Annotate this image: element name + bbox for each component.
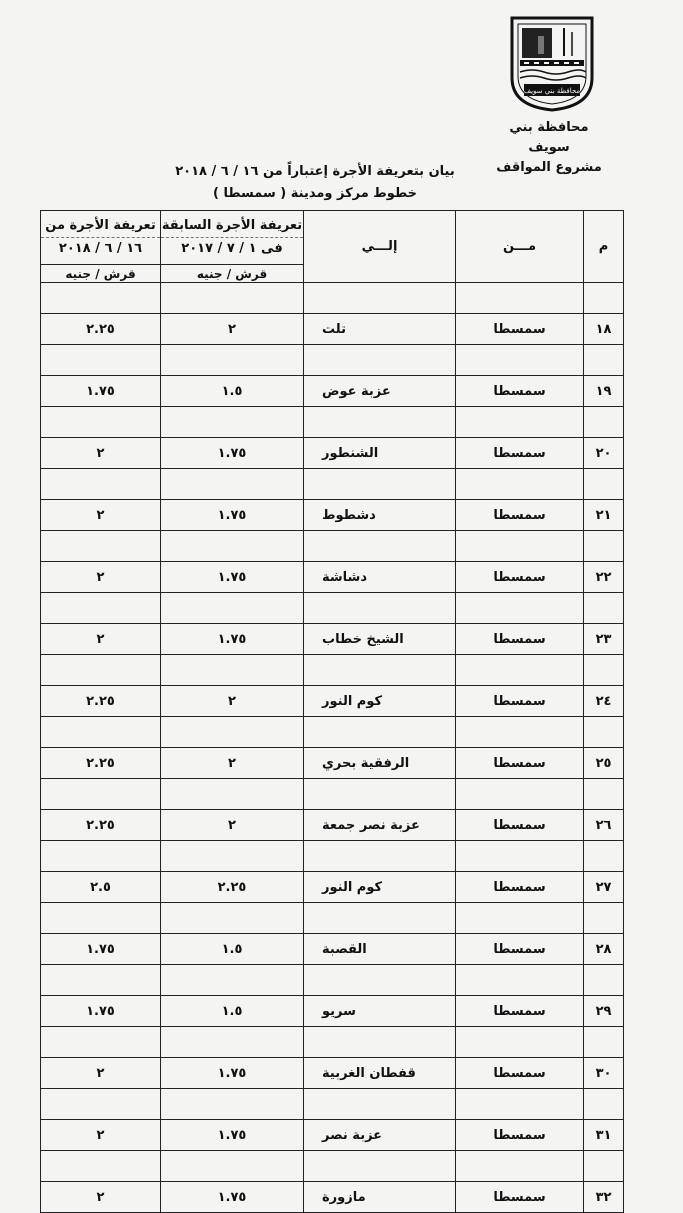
row-current-fare: ٢ [41,1120,161,1151]
row-to: سريو [304,996,456,1027]
table-row [41,996,624,1027]
spacer-cell [456,345,584,376]
row-current-fare: ٢.٥ [41,872,161,903]
spacer-cell [304,469,456,500]
row-previous-fare: ١.٥ [161,996,304,1027]
spacer-cell [304,779,456,810]
row-spacer [41,717,624,748]
row-spacer [41,1027,624,1058]
spacer-cell [41,593,161,624]
spacer-cell [41,655,161,686]
spacer-cell [41,283,161,314]
spacer-cell [456,717,584,748]
row-spacer [41,593,624,624]
row-spacer [41,1151,624,1182]
row-number: ٣٠ [584,1058,624,1089]
row-current-fare: ٢.٢٥ [41,810,161,841]
row-current-fare: ٢ [41,1182,161,1213]
row-number: ٢١ [584,500,624,531]
row-to: الشيخ خطاب [304,624,456,655]
row-number: ٣١ [584,1120,624,1151]
row-to: الشنطور [304,438,456,469]
row-previous-fare: ١.٧٥ [161,500,304,531]
spacer-cell [456,407,584,438]
current-fare-title: تعريفة الأجرة من [45,218,156,233]
spacer-cell [456,531,584,562]
spacer-cell [304,965,456,996]
row-current-fare: ١.٧٥ [41,376,161,407]
spacer-cell [304,841,456,872]
spacer-cell [161,1027,304,1058]
spacer-cell [456,655,584,686]
row-from: سمسطا [456,376,584,407]
row-to: القصبة [304,934,456,965]
row-to: عزبة نصر جمعة [304,810,456,841]
spacer-cell [456,1089,584,1120]
row-from: سمسطا [456,624,584,655]
table-row [41,1182,624,1213]
row-number: ٢٦ [584,810,624,841]
row-current-fare: ١.٧٥ [41,934,161,965]
spacer-cell [161,283,304,314]
row-current-fare: ١.٧٥ [41,996,161,1027]
row-current-fare: ٢ [41,438,161,469]
spacer-cell [456,841,584,872]
row-previous-fare: ١.٧٥ [161,562,304,593]
row-number: ١٩ [584,376,624,407]
table-row [41,686,624,717]
previous-fare-date: فى ١ / ٧ / ٢٠١٧ [161,237,303,260]
spacer-cell [41,1151,161,1182]
column-header-to: إلـــي [304,211,456,283]
spacer-cell [41,1027,161,1058]
row-spacer [41,655,624,686]
table-row [41,500,624,531]
row-spacer [41,1089,624,1120]
spacer-cell [304,1089,456,1120]
spacer-cell [161,345,304,376]
row-previous-fare: ٢.٢٥ [161,872,304,903]
row-spacer [41,779,624,810]
table-row [41,376,624,407]
spacer-cell [161,841,304,872]
spacer-cell [41,345,161,376]
spacer-cell [584,531,624,562]
row-previous-fare: ١.٥ [161,934,304,965]
spacer-cell [304,531,456,562]
previous-fare-title: تعريفة الأجرة السابقة [161,218,303,233]
row-spacer [41,531,624,562]
row-from: سمسطا [456,562,584,593]
column-header-current-fare [41,211,161,265]
row-to: الرفقية بحري [304,748,456,779]
row-previous-fare: ١.٧٥ [161,1182,304,1213]
spacer-cell [41,717,161,748]
row-from: سمسطا [456,748,584,779]
column-header-previous-fare [161,211,304,265]
column-header-number: م [584,211,624,283]
table-row [41,562,624,593]
spacer-cell [456,283,584,314]
column-header-from: مـــن [456,211,584,283]
row-current-fare: ٢.٢٥ [41,314,161,345]
spacer-cell [161,1151,304,1182]
document-title: بيان بتعريفة الأجرة إعتباراً من ١٦ / ٦ / ٢٠١٨ [175,164,455,179]
spacer-cell [456,1027,584,1058]
spacer-cell [584,283,624,314]
spacer-cell [161,531,304,562]
row-number: ٢٨ [584,934,624,965]
spacer-cell [304,655,456,686]
table-row [41,438,624,469]
spacer-cell [161,779,304,810]
table-row [41,1058,624,1089]
spacer-cell [161,655,304,686]
row-from: سمسطا [456,872,584,903]
spacer-cell [161,407,304,438]
spacer-cell [584,469,624,500]
row-to: دشاشة [304,562,456,593]
row-to: قفطان الغربية [304,1058,456,1089]
table-row [41,1120,624,1151]
spacer-cell [584,841,624,872]
table-row [41,748,624,779]
row-to: عزبة نصر [304,1120,456,1151]
spacer-cell [456,1151,584,1182]
spacer-cell [161,1089,304,1120]
row-current-fare: ٢ [41,624,161,655]
row-spacer [41,283,624,314]
row-previous-fare: ١.٥ [161,376,304,407]
row-number: ٢٤ [584,686,624,717]
document-subtitle: خطوط مركز ومدينة ( سمسطا ) [213,186,417,201]
spacer-cell [304,283,456,314]
row-previous-fare: ٢ [161,686,304,717]
row-spacer [41,407,624,438]
row-from: سمسطا [456,314,584,345]
table-row [41,810,624,841]
row-current-fare: ٢.٢٥ [41,748,161,779]
current-fare-date: ١٦ / ٦ / ٢٠١٨ [41,237,160,260]
row-number: ٣٢ [584,1182,624,1213]
row-from: سمسطا [456,1058,584,1089]
row-to: كوم النور [304,686,456,717]
spacer-cell [584,717,624,748]
row-current-fare: ٢ [41,500,161,531]
spacer-cell [584,593,624,624]
row-number: ٢٣ [584,624,624,655]
row-previous-fare: ٢ [161,748,304,779]
spacer-cell [584,1027,624,1058]
spacer-cell [456,593,584,624]
spacer-cell [584,965,624,996]
spacer-cell [584,779,624,810]
row-spacer [41,841,624,872]
table-row [41,314,624,345]
row-number: ١٨ [584,314,624,345]
spacer-cell [161,965,304,996]
spacer-cell [456,779,584,810]
spacer-cell [161,593,304,624]
spacer-cell [161,717,304,748]
governorate-name: محافظة بني سويف [509,120,589,155]
spacer-cell [584,903,624,934]
row-number: ٢٠ [584,438,624,469]
spacer-cell [584,655,624,686]
row-from: سمسطا [456,996,584,1027]
spacer-cell [584,1151,624,1182]
spacer-cell [41,841,161,872]
row-from: سمسطا [456,810,584,841]
spacer-cell [41,531,161,562]
spacer-cell [304,407,456,438]
row-current-fare: ٢ [41,562,161,593]
spacer-cell [584,345,624,376]
spacer-cell [41,779,161,810]
row-previous-fare: ١.٧٥ [161,438,304,469]
table-row [41,872,624,903]
row-to: عزبة عوض [304,376,456,407]
row-number: ٢٢ [584,562,624,593]
fare-table [40,210,624,1213]
spacer-cell [161,469,304,500]
row-from: سمسطا [456,934,584,965]
spacer-cell [304,593,456,624]
row-from: سمسطا [456,686,584,717]
row-number: ٢٥ [584,748,624,779]
spacer-cell [584,407,624,438]
row-current-fare: ٢ [41,1058,161,1089]
table-row [41,934,624,965]
spacer-cell [161,903,304,934]
row-spacer [41,965,624,996]
row-to: مازورة [304,1182,456,1213]
row-previous-fare: ١.٧٥ [161,624,304,655]
spacer-cell [41,407,161,438]
row-from: سمسطا [456,500,584,531]
spacer-cell [304,1027,456,1058]
row-spacer [41,345,624,376]
row-to: دشطوط [304,500,456,531]
unit-label-current: قرش / جنيه [41,265,161,283]
project-name: مشروع المواقف [496,160,602,175]
row-previous-fare: ١.٧٥ [161,1120,304,1151]
table-row [41,624,624,655]
spacer-cell [304,345,456,376]
spacer-cell [584,1089,624,1120]
spacer-cell [41,469,161,500]
spacer-cell [304,903,456,934]
row-from: سمسطا [456,1182,584,1213]
table-header-row [41,211,624,265]
row-current-fare: ٢.٢٥ [41,686,161,717]
spacer-cell [456,965,584,996]
spacer-cell [41,1089,161,1120]
row-number: ٢٧ [584,872,624,903]
row-spacer [41,469,624,500]
spacer-cell [41,903,161,934]
governorate-logo [508,16,596,112]
unit-label-previous: قرش / جنيه [161,265,304,283]
row-to: تلت [304,314,456,345]
row-to: كوم النور [304,872,456,903]
spacer-cell [41,965,161,996]
organization-block [490,118,608,178]
spacer-cell [456,469,584,500]
row-spacer [41,903,624,934]
row-number: ٢٩ [584,996,624,1027]
row-previous-fare: ٢ [161,810,304,841]
row-from: سمسطا [456,438,584,469]
spacer-cell [304,717,456,748]
spacer-cell [304,1151,456,1182]
row-previous-fare: ١.٧٥ [161,1058,304,1089]
spacer-cell [456,903,584,934]
row-previous-fare: ٢ [161,314,304,345]
row-from: سمسطا [456,1120,584,1151]
logo-text: محافظة بني سويف [523,87,581,95]
